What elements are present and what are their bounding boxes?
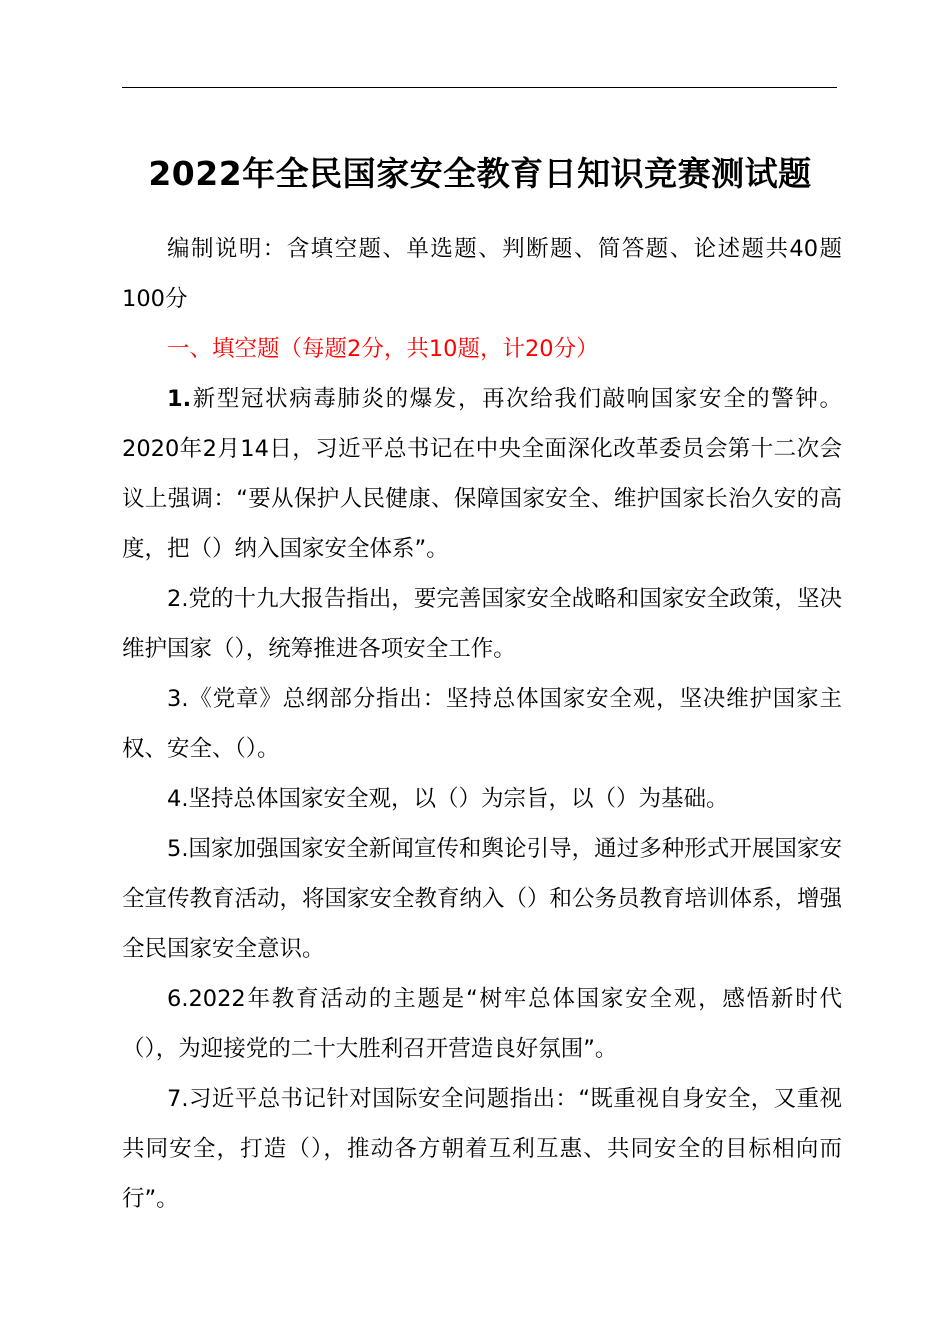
document-title: 2022年全民国家安全教育日知识竞赛测试题: [148, 154, 812, 193]
question-item: [122, 574, 842, 674]
question-number: 4.: [167, 786, 189, 812]
question-item: [122, 824, 842, 974]
question-text: 2022年教育活动的主题是“树牢总体国家安全观，感悟新时代（），为迎接党的二十大胜利召开营造良好氛围”。: [122, 986, 842, 1062]
question-item: [122, 974, 842, 1074]
intro-paragraph: 编制说明：含填空题、单选题、判断题、简答题、论述题共40题100分: [122, 236, 842, 312]
question-number: 7.: [167, 1086, 189, 1112]
question-text: 国家加强国家安全新闻宣传和舆论引导，通过多种形式开展国家安全宣传教育活动，将国家安全教育纳入（）和公务员教育培训体系，增强全民国家安全意识。: [122, 836, 843, 962]
question-number: 2.: [167, 586, 189, 612]
header-divider: [122, 87, 837, 88]
question-item: [122, 774, 842, 824]
question-number: 6.: [167, 986, 189, 1012]
document-body: [122, 224, 842, 1224]
question-number: 5.: [167, 836, 189, 862]
question-text: 党的十九大报告指出，要完善国家安全战略和国家安全政策，坚决维护国家（），统筹推进各项安全工作。: [122, 586, 842, 662]
question-text: 新型冠状病毒肺炎的爆发，再次给我们敲响国家安全的警钟。2020年2月14日，习近平总书记在中央全面深化改革委员会第十二次会议上强调：“要从保护人民健康、保障国家安全、维护国家长治久安的高度，把（）纳入国家安全体系”。: [122, 386, 842, 562]
question-text: 《党章》总纲部分指出：坚持总体国家安全观，坚决维护国家主权、安全、（）。: [122, 686, 842, 762]
question-text: 习近平总书记针对国际安全问题指出：“既重视自身安全，又重视共同安全，打造（），推动各方朝着互利互惠、共同安全的目标相向而行”。: [122, 1086, 842, 1212]
question-number: 1.: [167, 386, 192, 412]
question-text: 坚持总体国家安全观，以（）为宗旨，以（）为基础。: [188, 786, 729, 812]
question-item: [122, 374, 842, 574]
question-item: [122, 674, 842, 774]
question-number: 3.: [167, 686, 189, 712]
section-heading-fill-blank: 一、填空题（每题2分，共10题，计20分）: [167, 336, 599, 362]
question-item: [122, 1074, 842, 1224]
